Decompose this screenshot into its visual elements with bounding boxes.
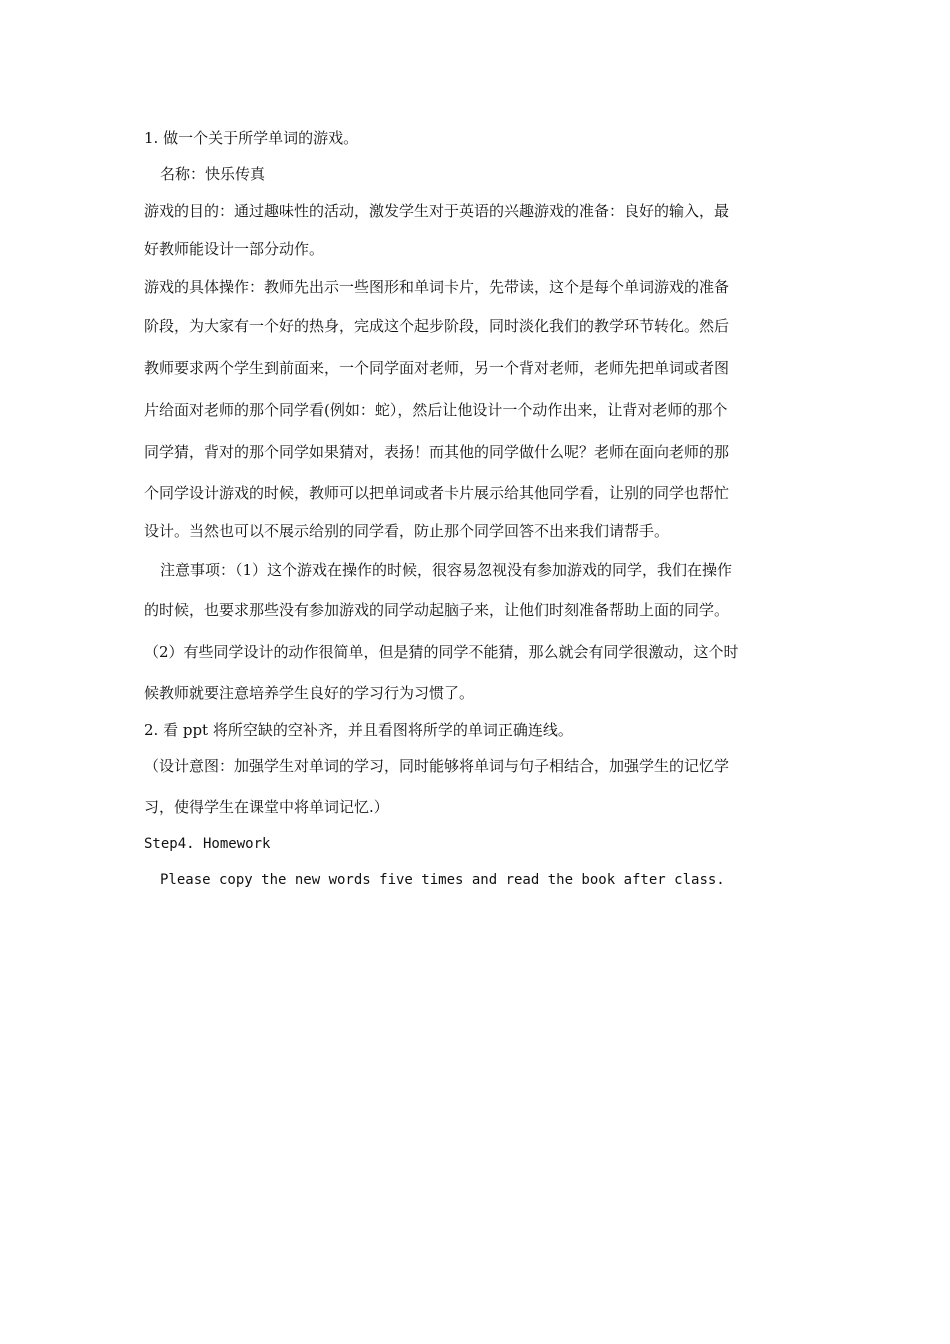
game-purpose-line-2: 好教师能设计一部分动作。 <box>144 240 325 258</box>
game-name: 名称：快乐传真 <box>160 165 266 183</box>
game-operation-line-4: 片给面对老师的那个同学看(例如：蛇），然后让他设计一个动作出来，让背对老师的那个 <box>144 401 728 419</box>
notes-line-2: 的时候，也要求那些没有参加游戏的同学动起脑子来，让他们时刻准备帮助上面的同学。 <box>144 601 730 619</box>
game-purpose-line-1: 游戏的目的：通过趣味性的活动，激发学生对于英语的兴趣游戏的准备：良好的输入，最 <box>144 202 730 220</box>
list-item-1-heading: 1. 做一个关于所学单词的游戏。 <box>144 129 359 147</box>
game-operation-line-7: 设计。当然也可以不展示给别的同学看，防止那个同学回答不出来我们请帮手。 <box>144 522 670 540</box>
notes-line-1: 注意事项：（1）这个游戏在操作的时候，很容易忽视没有参加游戏的同学，我们在操作 <box>160 561 733 579</box>
design-intent-line-1: （设计意图：加强学生对单词的学习，同时能够将单词与句子相结合，加强学生的记忆学 <box>144 757 730 775</box>
game-operation-line-2: 阶段，为大家有一个好的热身，完成这个起步阶段，同时淡化我们的教学环节转化。然后 <box>144 317 730 335</box>
game-operation-line-5: 同学猜，背对的那个同学如果猜对，表扬！而其他的同学做什么呢？老师在面向老师的那 <box>144 443 730 461</box>
design-intent-line-2: 习，使得学生在课堂中将单词记忆.） <box>144 798 389 816</box>
notes-line-3: （2）有些同学设计的动作很简单，但是猜的同学不能猜，那么就会有同学很激动，这个时 <box>144 643 739 661</box>
game-operation-line-3: 教师要求两个学生到前面来，一个同学面对老师，另一个背对老师，老师先把单词或者图 <box>144 359 730 377</box>
list-item-2-heading: 2. 看 ppt 将所空缺的空补齐，并且看图将所学的单词正确连线。 <box>144 721 573 739</box>
homework-text: Please copy the new words five times and read the book after class. <box>160 872 725 888</box>
notes-line-4: 候教师就要注意培养学生良好的学习行为习惯了。 <box>144 684 475 702</box>
game-operation-line-1: 游戏的具体操作：教师先出示一些图形和单词卡片，先带读，这个是每个单词游戏的准备 <box>144 278 730 296</box>
step4-heading: Step4. Homework <box>144 836 271 852</box>
game-operation-line-6: 个同学设计游戏的时候，教师可以把单词或者卡片展示给其他同学看，让别的同学也帮忙 <box>144 484 730 502</box>
